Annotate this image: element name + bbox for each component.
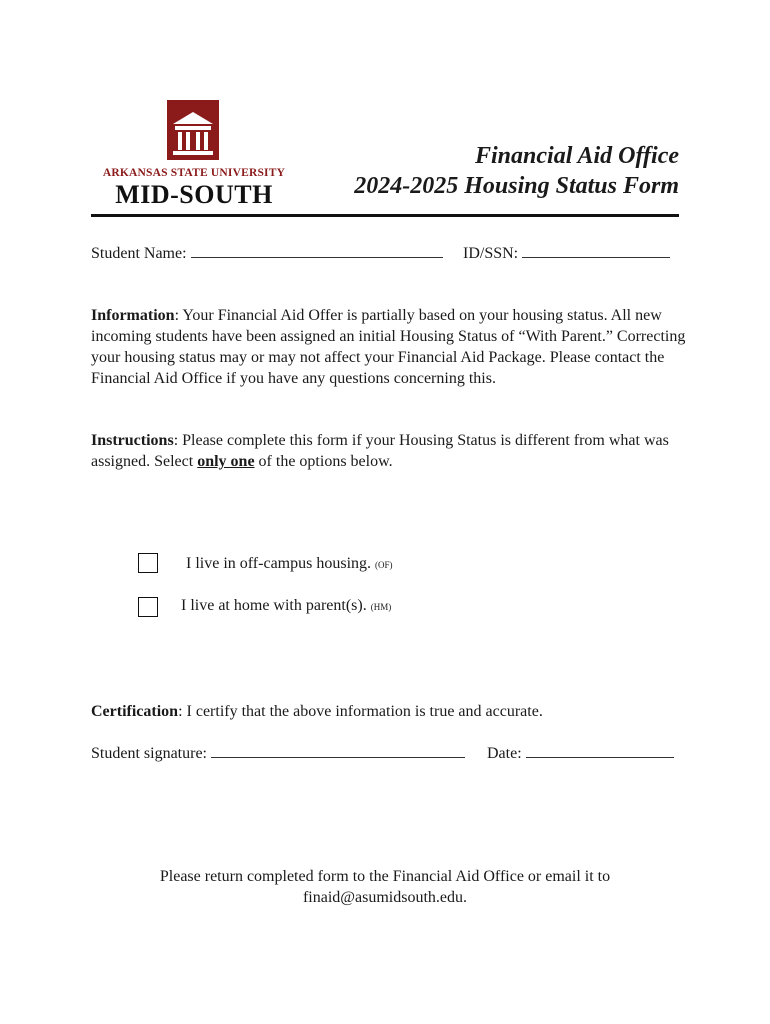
option-off-campus-label: I live in off-campus housing. [186, 555, 372, 572]
office-title: Financial Aid Office [475, 143, 679, 169]
footer-line-1: Please return completed form to the Financial Aid Office or email it to [159, 868, 611, 885]
student-name-label: Student Name: [91, 245, 187, 262]
student-name-field[interactable] [191, 243, 443, 258]
option-with-parents [181, 595, 391, 618]
signature-field[interactable] [211, 743, 465, 758]
option-with-parents-label: I live at home with parent(s). [181, 597, 367, 614]
building-emblem-icon [167, 100, 219, 160]
logo-campus-text: MID-SOUTH [115, 180, 273, 209]
university-logo [92, 100, 292, 210]
signature-row [91, 743, 465, 764]
id-field[interactable] [522, 243, 670, 258]
header-divider [91, 214, 679, 217]
logo-university-text: ARKANSAS STATE UNIVERSITY [102, 167, 286, 179]
signature-label: Student signature: [91, 745, 207, 762]
information-paragraph [91, 305, 691, 389]
date-row [487, 743, 674, 764]
footer-email: finaid@asumidsouth.edu. [302, 889, 468, 906]
id-row [463, 243, 670, 264]
information-label: Information [91, 307, 175, 324]
form-title: 2024-2025 Housing Status Form [354, 173, 679, 199]
off-campus-checkbox[interactable] [138, 553, 158, 573]
certification-text: : I certify that the above information is true and accurate. [178, 703, 543, 720]
instructions-text-after: of the options below. [254, 453, 393, 470]
information-text: : Your Financial Aid Offer is partially based on your housing status. All new incoming students have been assigned an initial Housing Status of “With Parent.” Correcting your housing status may or may not affect your Financial Aid Package. Please contact the Financial Aid Office if you have any questions concerning this. [91, 307, 686, 387]
certification-paragraph [91, 701, 691, 722]
option-with-parents-code: (HM) [370, 602, 392, 612]
return-instructions [91, 866, 679, 908]
instructions-paragraph [91, 430, 691, 472]
option-off-campus [186, 553, 393, 576]
option-off-campus-code: (OF) [375, 560, 393, 570]
date-field[interactable] [526, 743, 674, 758]
instructions-text-before: : Please complete this form if your Housing Status is different from what was assigned. Select [91, 432, 669, 470]
student-name-row [91, 243, 443, 264]
with-parents-checkbox[interactable] [138, 597, 158, 617]
date-label: Date: [487, 745, 522, 762]
certification-label: Certification [91, 703, 179, 720]
id-label: ID/SSN: [463, 245, 519, 262]
instructions-label: Instructions [91, 432, 174, 449]
instructions-emphasis: only one [197, 453, 255, 470]
